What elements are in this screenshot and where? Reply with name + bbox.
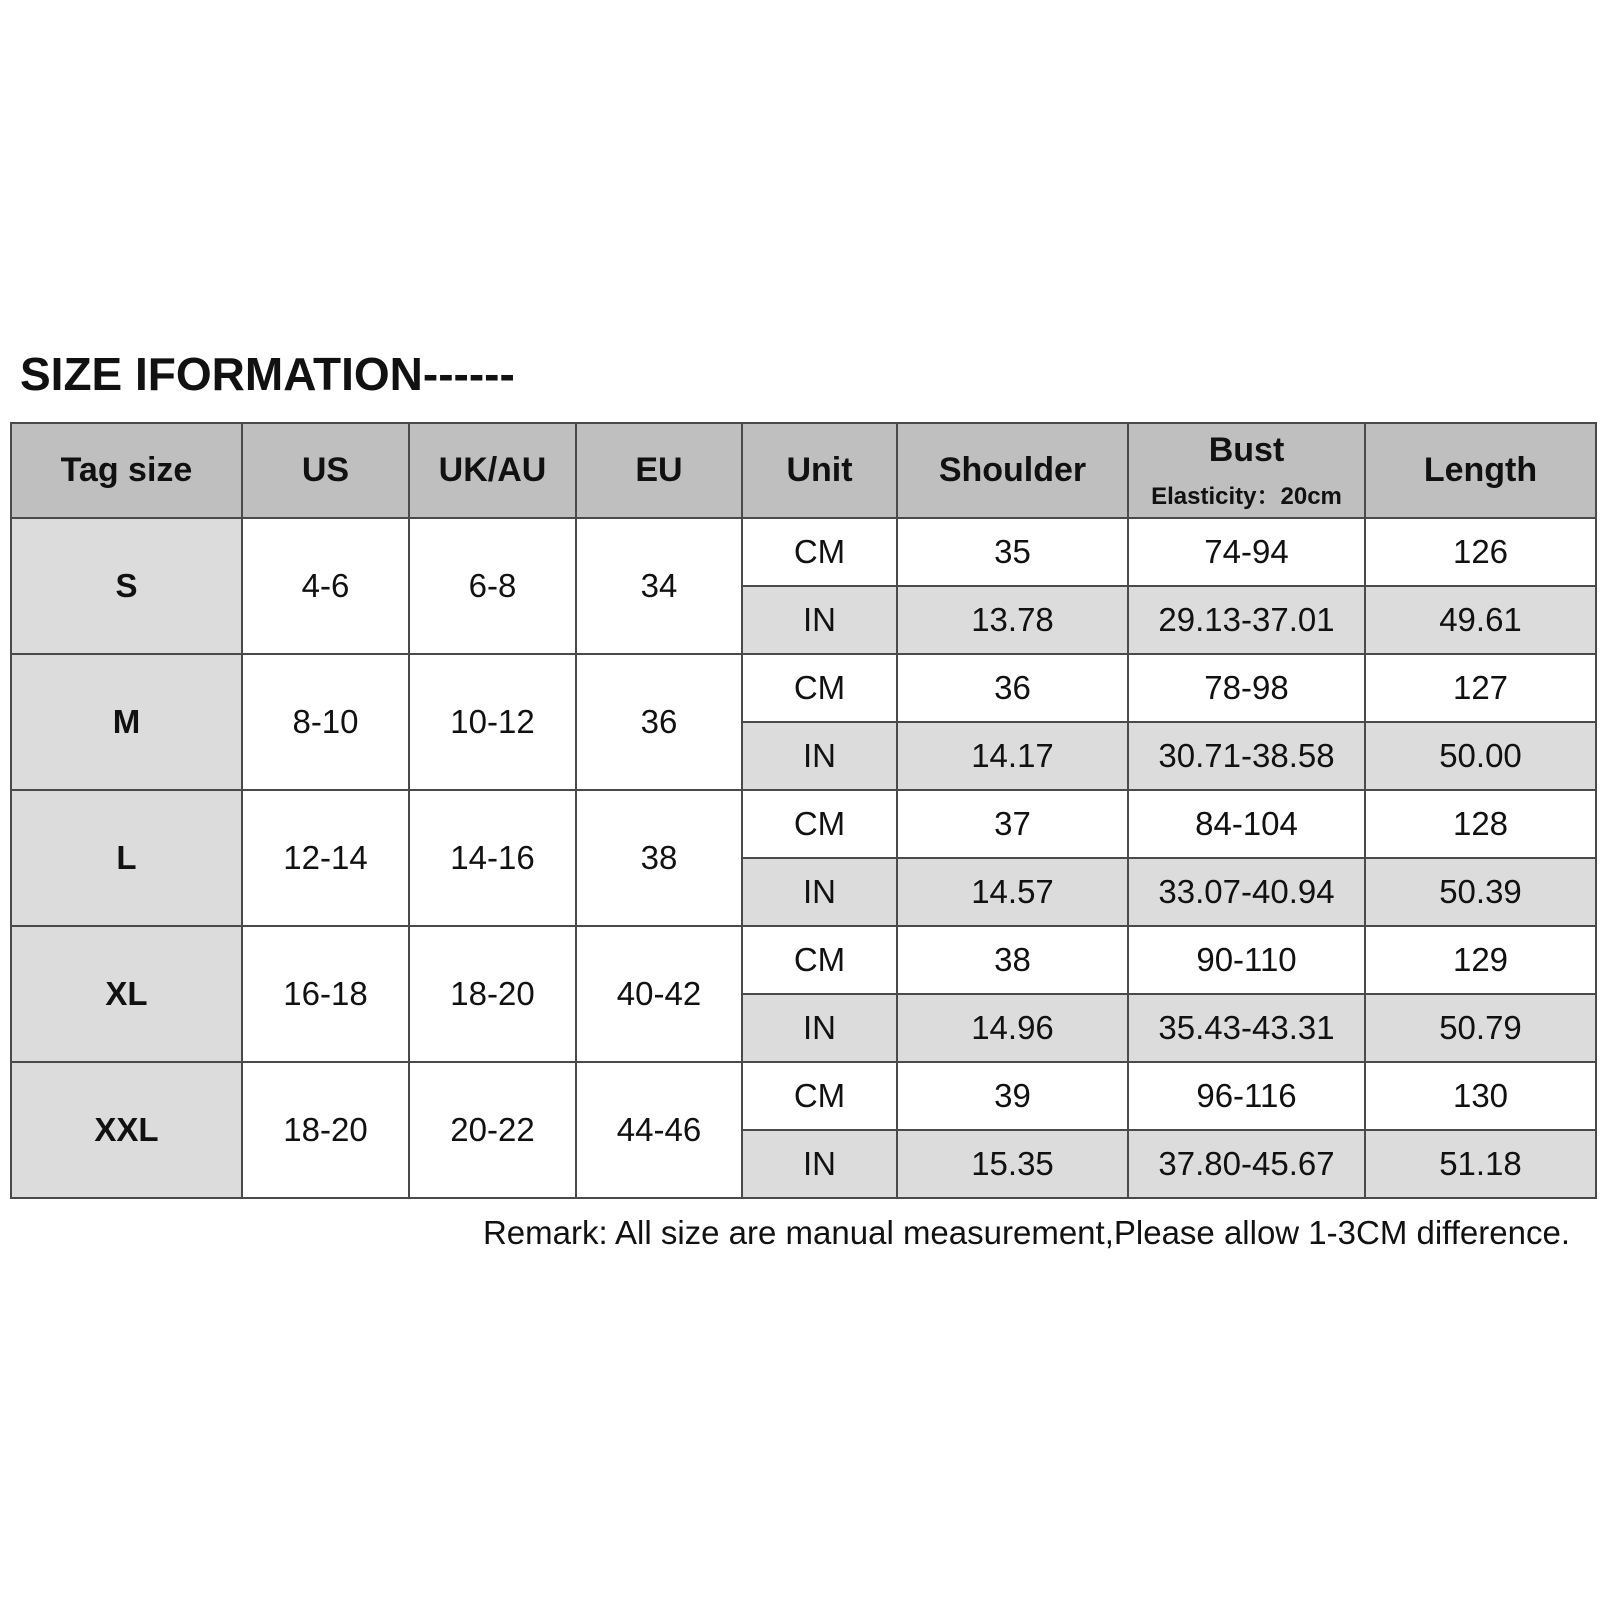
unit-cell: IN [742, 586, 897, 654]
tag-size-cell: M [11, 654, 242, 790]
header-us: US [242, 423, 409, 518]
shoulder-cell: 14.57 [897, 858, 1128, 926]
header-row [11, 423, 1596, 518]
length-cell: 127 [1365, 654, 1596, 722]
uk-au-size-cell: 10-12 [409, 654, 576, 790]
us-size-cell: 18-20 [242, 1062, 409, 1198]
header-unit: Unit [742, 423, 897, 518]
uk-au-size-cell: 20-22 [409, 1062, 576, 1198]
shoulder-cell: 14.96 [897, 994, 1128, 1062]
shoulder-cell: 35 [897, 518, 1128, 586]
header-length: Length [1365, 423, 1596, 518]
table-row [11, 654, 1596, 722]
shoulder-cell: 39 [897, 1062, 1128, 1130]
us-size-cell: 4-6 [242, 518, 409, 654]
unit-cell: CM [742, 518, 897, 586]
us-size-cell: 16-18 [242, 926, 409, 1062]
header-eu: EU [576, 423, 742, 518]
unit-cell: CM [742, 654, 897, 722]
header-bust-label: Bust [1208, 430, 1285, 469]
bust-cell: 30.71-38.58 [1128, 722, 1365, 790]
table-header [11, 423, 1596, 518]
page-title: SIZE IFORMATION------ [20, 348, 515, 400]
size-chart-table [10, 422, 1597, 1199]
us-size-cell: 8-10 [242, 654, 409, 790]
length-cell: 50.00 [1365, 722, 1596, 790]
uk-au-size-cell: 14-16 [409, 790, 576, 926]
shoulder-cell: 14.17 [897, 722, 1128, 790]
remark-note: Remark: All size are manual measurement,Please allow 1-3CM difference. [482, 1214, 1570, 1251]
eu-size-cell: 34 [576, 518, 742, 654]
tag-size-cell: L [11, 790, 242, 926]
unit-cell: CM [742, 926, 897, 994]
table-row [11, 1062, 1596, 1130]
table-body [11, 518, 1596, 1198]
bust-cell: 78-98 [1128, 654, 1365, 722]
length-cell: 50.79 [1365, 994, 1596, 1062]
uk-au-size-cell: 6-8 [409, 518, 576, 654]
unit-cell: IN [742, 1130, 897, 1198]
table-row [11, 790, 1596, 858]
length-cell: 49.61 [1365, 586, 1596, 654]
bust-cell: 33.07-40.94 [1128, 858, 1365, 926]
header-bust [1128, 423, 1365, 518]
unit-cell: IN [742, 858, 897, 926]
unit-cell: CM [742, 1062, 897, 1130]
shoulder-cell: 36 [897, 654, 1128, 722]
unit-cell: IN [742, 994, 897, 1062]
bust-cell: 35.43-43.31 [1128, 994, 1365, 1062]
bust-cell: 37.80-45.67 [1128, 1130, 1365, 1198]
length-cell: 50.39 [1365, 858, 1596, 926]
eu-size-cell: 38 [576, 790, 742, 926]
header-uk-au: UK/AU [409, 423, 576, 518]
length-cell: 128 [1365, 790, 1596, 858]
bust-cell: 90-110 [1128, 926, 1365, 994]
unit-cell: IN [742, 722, 897, 790]
length-cell: 129 [1365, 926, 1596, 994]
tag-size-cell: S [11, 518, 242, 654]
bust-cell: 74-94 [1128, 518, 1365, 586]
shoulder-cell: 38 [897, 926, 1128, 994]
us-size-cell: 12-14 [242, 790, 409, 926]
table-row [11, 518, 1596, 586]
bust-cell: 84-104 [1128, 790, 1365, 858]
eu-size-cell: 44-46 [576, 1062, 742, 1198]
tag-size-cell: XL [11, 926, 242, 1062]
shoulder-cell: 15.35 [897, 1130, 1128, 1198]
unit-cell: CM [742, 790, 897, 858]
eu-size-cell: 40-42 [576, 926, 742, 1062]
eu-size-cell: 36 [576, 654, 742, 790]
length-cell: 51.18 [1365, 1130, 1596, 1198]
uk-au-size-cell: 18-20 [409, 926, 576, 1062]
table-row [11, 926, 1596, 994]
tag-size-cell: XXL [11, 1062, 242, 1198]
bust-cell: 29.13-37.01 [1128, 586, 1365, 654]
shoulder-cell: 37 [897, 790, 1128, 858]
length-cell: 130 [1365, 1062, 1596, 1130]
header-tag-size: Tag size [11, 423, 242, 518]
header-shoulder: Shoulder [897, 423, 1128, 518]
shoulder-cell: 13.78 [897, 586, 1128, 654]
length-cell: 126 [1365, 518, 1596, 586]
bust-cell: 96-116 [1128, 1062, 1365, 1130]
header-bust-elasticity: Elasticity：20cm [1151, 482, 1342, 510]
